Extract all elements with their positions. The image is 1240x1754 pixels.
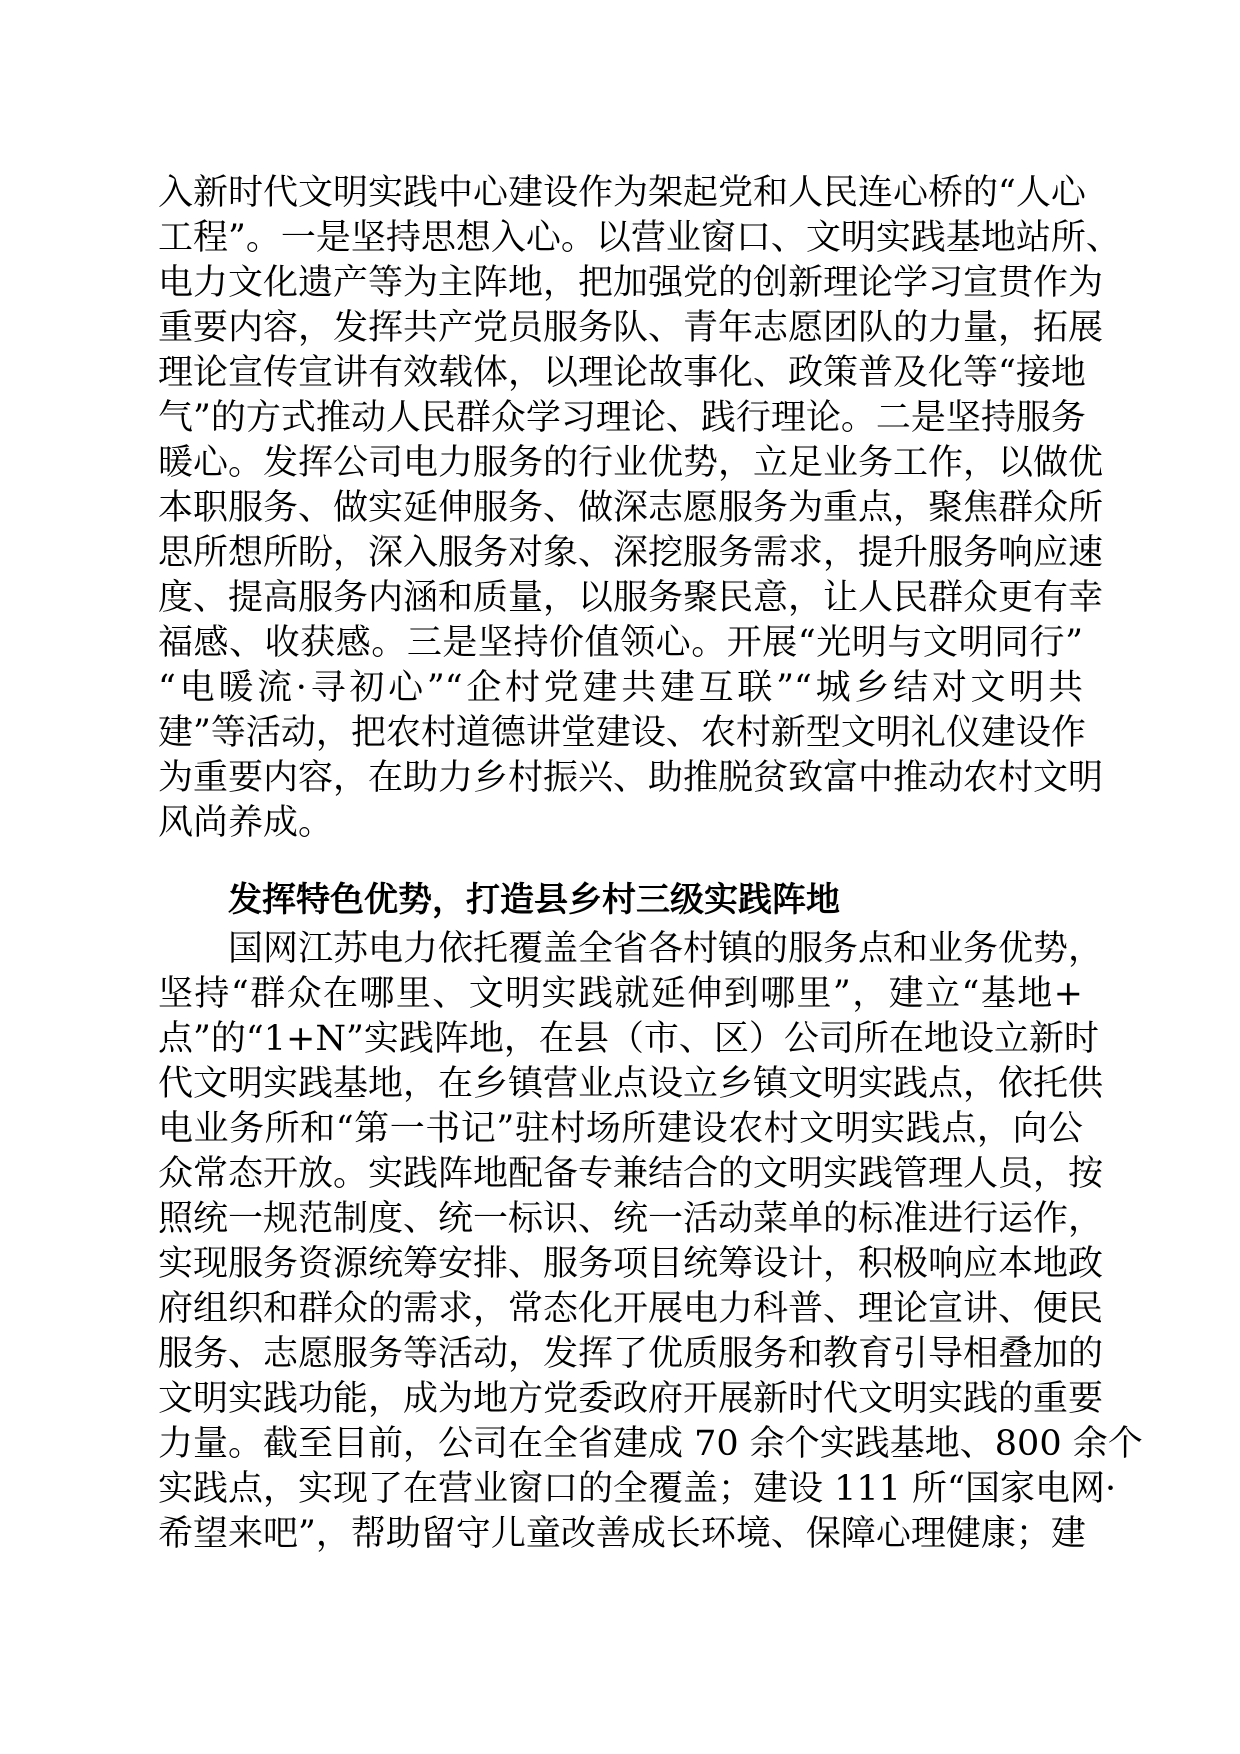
paragraph-line: 众常态开放。实践阵地配备专兼结合的文明实践管理人员，按 — [158, 1154, 1104, 1194]
paragraph-line: 代文明实践基地，在乡镇营业点设立乡镇文明实践点，依托供 — [158, 1064, 1104, 1104]
paragraph-line: 国网江苏电力依托覆盖全省各村镇的服务点和业务优势， — [228, 929, 1104, 969]
paragraph-line: 思所想所盼，深入服务对象、深挖服务需求，提升服务响应速 — [158, 533, 1104, 573]
paragraph-line: 文明实践功能，成为地方党委政府开展新时代文明实践的重要 — [158, 1379, 1104, 1419]
heading-text: 发挥特色优势，打造县乡村三级实践阵地 — [228, 880, 840, 920]
paragraph-line: 府组织和群众的需求，常态化开展电力科普、理论宣讲、便民 — [158, 1289, 1104, 1329]
paragraph-line: 本职服务、做实延伸服务、做深志愿服务为重点，聚焦群众所 — [158, 488, 1104, 528]
paragraph-line: 照统一规范制度、统一标识、统一活动菜单的标准进行运作， — [158, 1199, 1104, 1239]
paragraph-line: 点”的“1+N”实践阵地，在县（市、区）公司所在地设立新时 — [158, 1019, 1099, 1059]
paragraph-line: 实现服务资源统筹安排、服务项目统筹设计，积极响应本地政 — [158, 1244, 1104, 1284]
paragraph-line: 希望来吧”，帮助留守儿童改善成长环境、保障心理健康；建 — [158, 1514, 1086, 1554]
paragraph-line: 重要内容，发挥共产党员服务队、青年志愿团队的力量，拓展 — [158, 308, 1104, 348]
paragraph-line: 理论宣传宣讲有效载体，以理论故事化、政策普及化等“接地 — [158, 353, 1086, 393]
paragraph-line: 入新时代文明实践中心建设作为架起党和人民连心桥的“人心 — [158, 173, 1086, 213]
paragraph-line: 工程”。一是坚持思想入心。以营业窗口、文明实践基地站所、 — [158, 218, 1121, 258]
paragraph-1 — [158, 171, 1121, 846]
paragraph-line: 电业务所和“第一书记”驻村场所建设农村文明实践点，向公 — [158, 1109, 1083, 1149]
paragraph-line: 为重要内容，在助力乡村振兴、助推脱贫致富中推动农村文明 — [158, 758, 1104, 798]
paragraph-line: 电力文化遗产等为主阵地，把加强党的创新理论学习宣贯作为 — [158, 263, 1104, 303]
paragraph-line: 暖心。发挥公司电力服务的行业优势，立足业务工作，以做优 — [158, 443, 1104, 483]
section-heading — [158, 878, 1083, 923]
paragraph-line: 力量。截至目前，公司在全省建成 70 余个实践基地、800 余个 — [158, 1424, 1143, 1464]
paragraph-line: 风尚养成。 — [158, 803, 334, 843]
paragraph-line: 建”等活动，把农村道德讲堂建设、农村新型文明礼仪建设作 — [158, 713, 1086, 753]
paragraph-line: 度、提高服务内涵和质量，以服务聚民意，让人民群众更有幸 — [158, 578, 1104, 618]
paragraph-line: 服务、志愿服务等活动，发挥了优质服务和教育引导相叠加的 — [158, 1334, 1104, 1374]
paragraph-line: 实践点，实现了在营业窗口的全覆盖；建设 111 所“国家电网· — [158, 1469, 1117, 1509]
paragraph-line: 福感、收获感。三是坚持价值领心。开展“光明与文明同行” — [158, 623, 1083, 663]
paragraph-line: 坚持“群众在哪里、文明实践就延伸到哪里”，建立“基地+ — [158, 974, 1083, 1014]
paragraph-2 — [158, 927, 1143, 1557]
paragraph-line: “电暖流·寻初心”“企村党建共建互联”“城乡结对文明共 — [158, 668, 1083, 708]
paragraph-line: 气”的方式推动人民群众学习理论、践行理论。二是坚持服务 — [158, 398, 1086, 438]
